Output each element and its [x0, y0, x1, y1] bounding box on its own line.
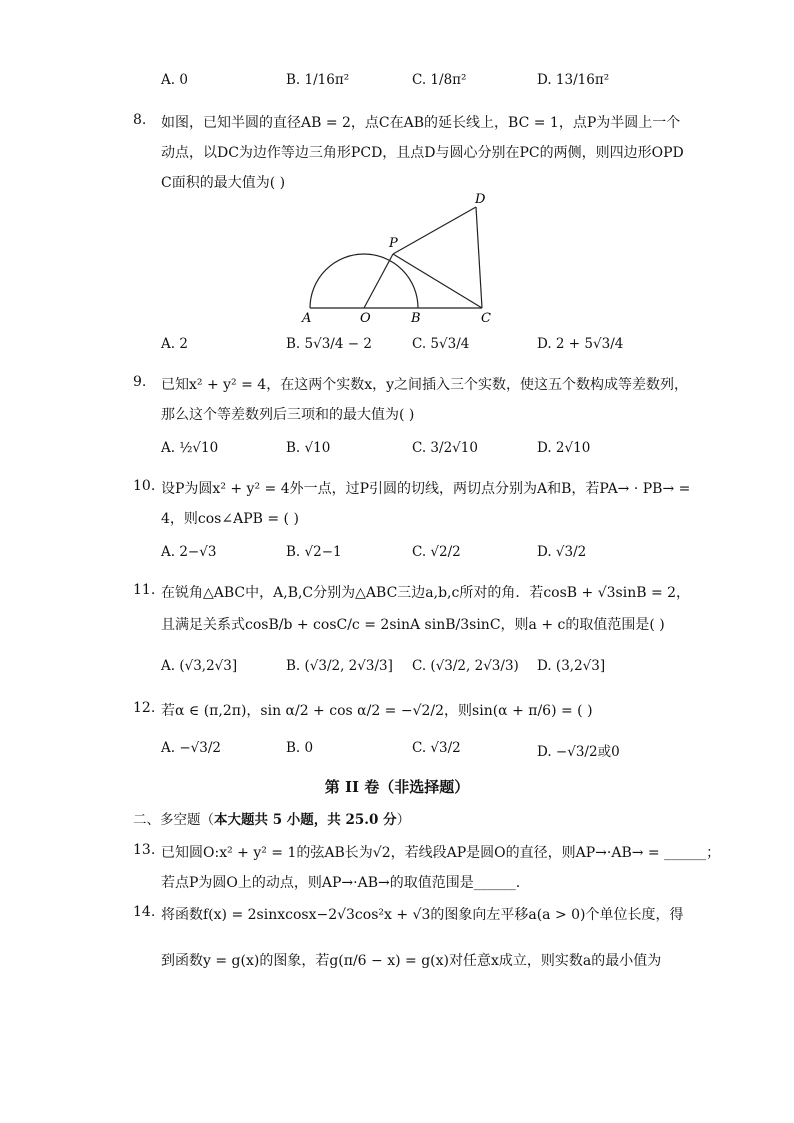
question-text-line: 已知圆O:x² + y² = 1的弦AB长为√2，若线段AP是圆O的直径，则AP→·AB→ = ______； — [161, 845, 721, 861]
question-number: 13. — [133, 842, 156, 858]
label-c: C — [481, 311, 491, 326]
q11-option-b: B. (√3/2, 2√3/3] — [286, 658, 393, 674]
label-d: D — [475, 192, 486, 207]
label-o: O — [360, 311, 371, 326]
question-text-line: C面积的最大值为( ) — [161, 175, 286, 191]
q12-option-d: D. −√3/2或0 — [537, 744, 620, 760]
q8-option-d: D. 2 + 5√3/4 — [537, 336, 624, 352]
question-text-line: 若点P为圆O上的动点，则AP→·AB→的取值范围是______. — [161, 875, 521, 891]
segment-op — [364, 254, 393, 308]
question-number: 9. — [133, 374, 147, 390]
question-number: 8. — [133, 112, 147, 128]
q9-option-a: A. ½√10 — [161, 440, 219, 456]
q9-option-b: B. √10 — [286, 440, 331, 456]
q11-option-a: A. (√3,2√3] — [161, 658, 238, 674]
section-2-bold: 本大题共 5 小题，共 25.0 分 — [214, 812, 397, 828]
q12-option-a: A. −√3/2 — [161, 740, 221, 756]
section-2-suffix: ） — [396, 812, 411, 828]
q11-option-d: D. (3,2√3] — [537, 658, 606, 674]
question-text-line: 且满足关系式cosB/b + cosC/c = 2sinA sinB/3sinC，则a + c的取值范围是( ) — [161, 617, 665, 633]
part-2-title: 第 II 卷（非选择题） — [324, 778, 470, 796]
q12-option-c: C. √3/2 — [412, 740, 461, 756]
question-text-line: 将函数f(x) = 2sinxcosx−2√3cos²x + √3的图象向左平移a(a > 0)个单位长度，得 — [161, 907, 684, 923]
q12-option-b: B. 0 — [286, 740, 314, 756]
question-text-line: 到函数y = g(x)的图象，若g(π/6 − x) = g(x)对任意x成立，则实数a的最小值为 — [161, 953, 662, 969]
q7-option-b: B. 1/16π² — [286, 72, 350, 88]
q10-option-a: A. 2−√3 — [161, 544, 217, 560]
question-number: 10. — [133, 478, 156, 494]
question-number: 14. — [133, 904, 156, 920]
q8-option-c: C. 5√3/4 — [412, 336, 470, 352]
q7-option-a: A. 0 — [161, 72, 188, 88]
q8-option-a: A. 2 — [161, 336, 188, 352]
segment-dc — [476, 207, 482, 308]
question-text-line: 若α ∈ (π,2π)，sin α/2 + cos α/2 = −√2/2，则sin(α + π/6) = ( ) — [161, 703, 593, 719]
label-a: A — [302, 311, 312, 326]
q10-option-c: C. √2/2 — [412, 544, 461, 560]
label-p: P — [389, 236, 398, 251]
question-text-line: 那么这个等差数列后三项和的最大值为( ) — [161, 407, 415, 423]
q10-option-d: D. √3/2 — [537, 544, 587, 560]
q7-option-d: D. 13/16π² — [537, 72, 610, 88]
q11-option-c: C. (√3/2, 2√3/3) — [412, 658, 519, 674]
question-text-line: 4，则cos∠APB = ( ) — [161, 511, 299, 527]
segment-pd — [393, 207, 476, 254]
question-text-line: 如图，已知半圆的直径AB = 2，点C在AB的延长线上，BC = 1，点P为半圆上一个 — [161, 115, 681, 131]
q8-option-b: B. 5√3/4 − 2 — [286, 336, 372, 352]
question-number: 12. — [133, 700, 156, 716]
q9-option-c: C. 3/2√10 — [412, 440, 478, 456]
label-b: B — [411, 311, 421, 326]
q8-geometry-figure — [290, 190, 510, 330]
section-2-header — [133, 808, 410, 828]
q7-option-c: C. 1/8π² — [412, 72, 467, 88]
question-text-line: 设P为圆x² + y² = 4外一点，过P引圆的切线，两切点分别为A和B，若PA→ · PB→ = — [161, 481, 691, 497]
question-number: 11. — [133, 582, 156, 598]
semicircle-arc — [310, 254, 418, 308]
question-text-line: 在锐角△ABC中，A,B,C分别为△ABC三边a,b,c所对的角．若cosB + √3sinB = 2， — [161, 585, 691, 601]
question-text-line: 已知x² + y² = 4，在这两个实数x，y之间插入三个实数，使这五个数构成等差数列， — [161, 377, 689, 393]
q10-option-b: B. √2−1 — [286, 544, 342, 560]
section-2-prefix: 二、多空题（ — [133, 812, 214, 828]
segment-pc — [393, 254, 482, 308]
q9-option-d: D. 2√10 — [537, 440, 591, 456]
question-text-line: 动点，以DC为边作等边三角形PCD，且点D与圆心分别在PC的两侧，则四边形OPD — [161, 145, 684, 161]
